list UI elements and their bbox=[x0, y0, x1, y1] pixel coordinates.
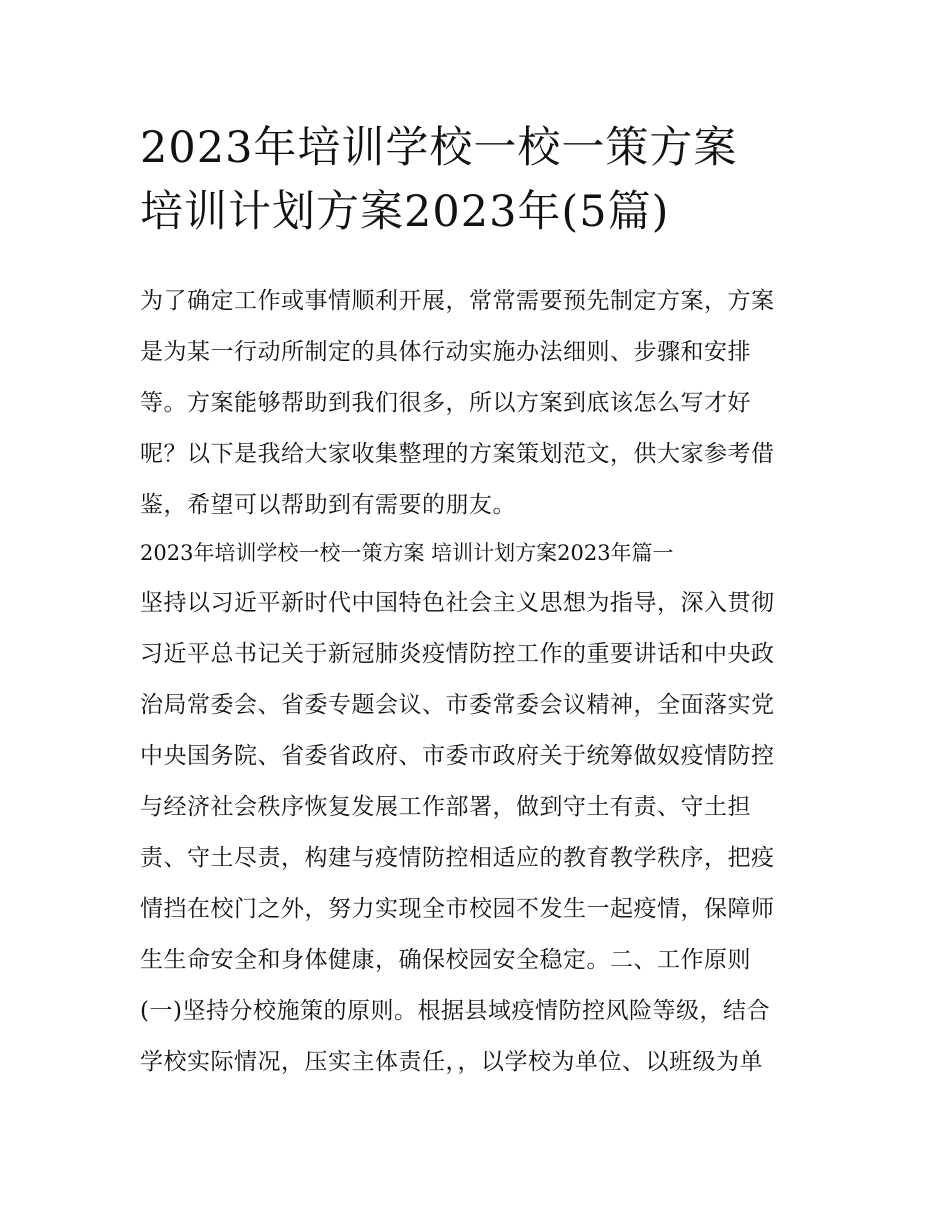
section-heading: 2023年培训学校一校一策方案 培训计划方案2023年篇一 bbox=[140, 541, 674, 565]
body-line: 习近平总书记关于新冠肺炎疫情防控工作的重要讲话和中央政 bbox=[140, 641, 775, 667]
intro-line: 等。方案能够帮助到我们很多，所以方案到底该怎么写才好 bbox=[140, 390, 751, 416]
intro-line: 是为某一行动所制定的具体行动实施办法细则、步骤和安排 bbox=[140, 339, 751, 365]
body-line: 治局常委会、省委专题会议、市委常委会议精神，全面落实党 bbox=[140, 692, 775, 718]
body-line: 中央国务院、省委省政府、市委市政府关于统筹做奴疫情防控 bbox=[140, 743, 775, 769]
body-paragraph bbox=[140, 578, 820, 1088]
intro-paragraph bbox=[140, 276, 820, 531]
title-line-1: 2023年培训学校一校一策方案 bbox=[140, 123, 738, 173]
intro-line: 呢？以下是我给大家收集整理的方案策划范文，供大家参考借 bbox=[140, 441, 775, 467]
body-line: 责、守土尽责，构建与疫情防控相适应的教育教学秩序，把疫 bbox=[140, 845, 775, 871]
intro-line: 为了确定工作或事情顺利开展，常常需要预先制定方案，方案 bbox=[140, 288, 775, 314]
body-line: (一)坚持分校施策的原则。根据县域疫情防控风险等级，结合 bbox=[140, 998, 770, 1024]
body-line: 与经济社会秩序恢复发展工作部署，做到守土有责、守土担 bbox=[140, 794, 751, 820]
intro-line: 鉴，希望可以帮助到有需要的朋友。 bbox=[140, 492, 516, 518]
body-line: 坚持以习近平新时代中国特色社会主义思想为指导，深入贯彻 bbox=[140, 590, 775, 616]
title-line-2: 培训计划方案2023年(5篇) bbox=[140, 187, 670, 237]
document-title bbox=[140, 116, 820, 244]
body-line: 学校实际情况，压实主体责任，，以学校为单位、以班级为单 bbox=[140, 1049, 763, 1075]
body-line: 生生命安全和身体健康，确保校园安全稳定。二、工作原则 bbox=[140, 947, 751, 973]
body-line: 情挡在校门之外，努力实现全市校园不发生一起疫情，保障师 bbox=[140, 896, 775, 922]
